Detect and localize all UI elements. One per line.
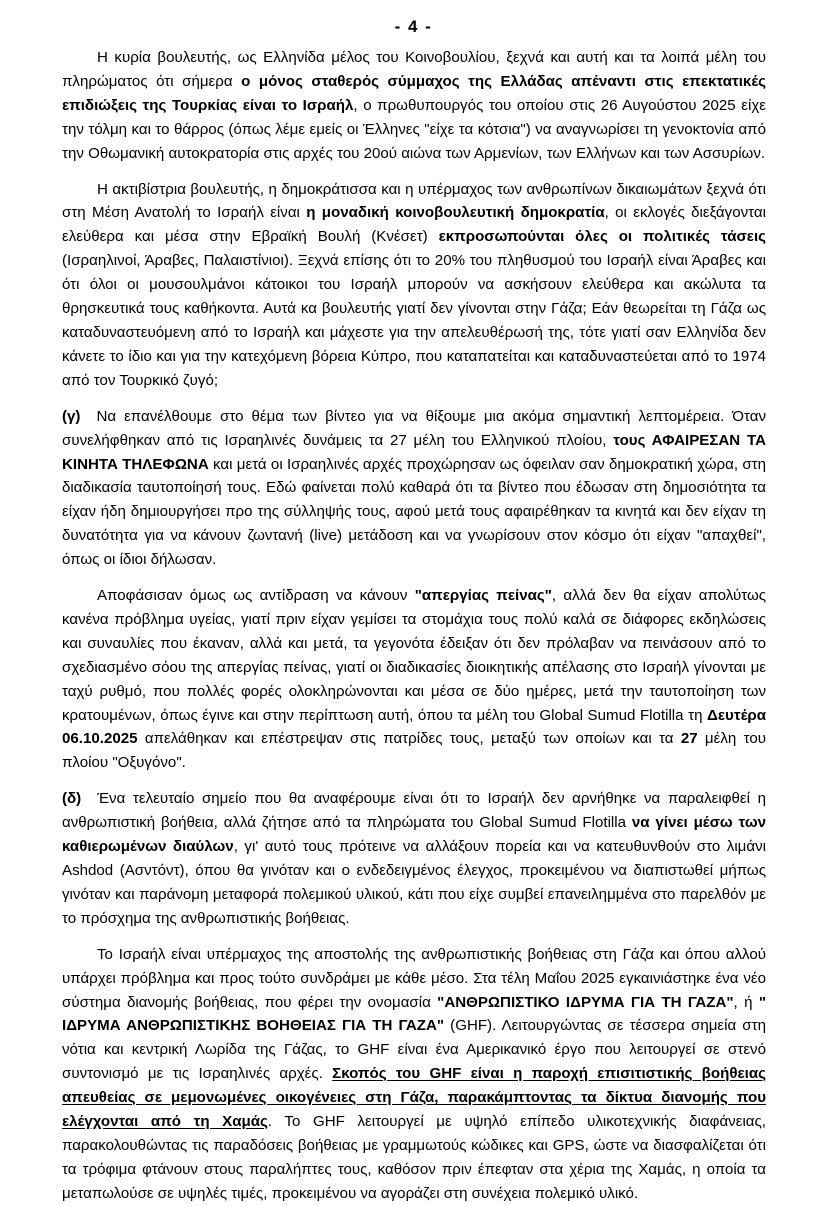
paragraph-marker: (δ) — [62, 790, 82, 808]
text-run: Αποφάσισαν όμως ως αντίδραση να κάνουν — [97, 587, 415, 605]
text-run: Το Ισραήλ είναι υπέρμαχος της αποστολής της ανθρωπιστικής βοήθειας στη Γάζα και όπου αλλού υπάρχει πρόβλημα και προς τούτο συνδράμει με κάθε μέσο. Στα τέλη Μαΐου 2025 εγκαινιάστηκε ένα νέο σύστημα διανομής βοήθειας, που φέρει την ονομασία — [62, 945, 766, 1011]
paragraph — [62, 584, 766, 775]
text-run: , γι' αυτό τους πρότεινε να αλλάξουν πορεία και να κατευθυνθούν στο λιμάνι Ashdod (Ασντόντ), όπου θα γινόταν και ο ενδεδειγμένος έλεγχος, προκειμένου να διαπιστωθεί μήπως γινόταν και παράνομη μεταφορά πολεμικού υλικού, κάτι που είχε συμβεί επανειλημμένα στο παρελθόν με το πρόσχημα της ανθρωπιστικής βοήθειας. — [62, 838, 766, 927]
text-run: , οι εκλογές διεξάγονται ελεύθερα και μέσα στην Εβραϊκή Βουλή (Κνέσετ) — [62, 204, 766, 246]
text-run: (Ισραηλινοί, Άραβες, Παλαιστίνιοι). Ξεχνά επίσης ότι το 20% του πληθυσμού του Ισραήλ είναι Άραβες και ότι όλοι οι μουσουλμάνοι κάτοικοι του Ισραήλ μπορούν να ασκήσουν ελεύθερα και ακώλυτα τα θρησκευτικά τους καθήκοντα. Αυτά κα βουλευτής γιατί δεν γίνονται στην Γάζα; Εάν θεωρείται τη Γάζα ως καταδυναστευόμενη από το Ισραήλ και μάχεστε για την απελευθέρωσή της, τότε γιατί σαν Ελληνίδα δεν κάνετε το ίδιο και για την κατεχόμενη βόρεια Κύπρο, που καταπατείται και καταδυναστεύεται από το 1974 από τον Τουρκικό ζυγό; — [62, 252, 766, 389]
emphasis-bold: τους ΑΦΑΙΡΕΣΑΝ ΤΑ ΚΙΝΗΤΑ ΤΗΛΕΦΩΝΑ — [62, 431, 766, 473]
emphasis-bold: να γίνει μέσω των καθιερωμένων διαύλων — [62, 814, 766, 856]
text-run: , ή — [733, 993, 759, 1011]
paragraph — [62, 46, 766, 166]
emphasis-bold: 27 — [680, 730, 698, 748]
emphasis-bold: η μοναδική κοινοβουλευτική δημοκρατία — [306, 204, 605, 222]
text-run: και μετά οι Ισραηλινές αρχές προχώρησαν ως όφειλαν σαν δημοκρατική χώρα, στη διαδικασία ταυτοποίησή τους. Εδώ φαίνεται πολύ καθαρά ότι τα βίντεο που έδωσαν στη δημοσιότητα τα είχαν ήδη δημιουργήσει προ της σύλληψής τους, αφού μετά τους αφαιρέθηκαν τα κινητά και δεν είχαν τη δυνατότητα για να κάνουν ζωντανή (live) μετάδοση και να γνωρίσουν στον κόσμο ότι είχαν "απαχθεί", όπως οι ίδιοι δήλωσαν. — [62, 455, 766, 569]
text-run: Η κυρία βουλευτής, ως Ελληνίδα μέλος του Κοινοβουλίου, ξεχνά και αυτή και τα λοιπά μέλη του πληρώματος ότι σήμερα — [62, 49, 766, 90]
emphasis-bold: Δευτέρα 06.10.2025 — [62, 706, 766, 748]
text-run: απελάθηκαν και επέστρεψαν στις πατρίδες τους, μεταξύ των οποίων και τα — [137, 730, 681, 748]
paragraph — [62, 405, 766, 572]
text-run: . Το GHF λειτουργεί με υψηλό επίπεδο υλικοτεχνικής διαφάνειας, παρακολουθώντας τις παραδόσεις βοήθειας με γραμμωτούς κώδικες και GPS, ώστε να διασφαλίζεται ότι τα τρόφιμα φτάνουν στους παραλήπτες τους, καθόσον πριν έπεφταν στα χέρια της Χαμάς, η οποία τα μεταπωλούσε σε υψηλές τιμές, προκειμένου να αγοράζει στη συνέχεια πολεμικό υλικό. — [62, 1113, 766, 1202]
text-run: (GHF). Λειτουργώντας σε τέσσερα σημεία στη νότια και κεντρική Λωρίδα της Γάζας, το GHF είναι ένα Αμερικανικό έργο που λειτουργεί σε στενό συντονισμό με τις Ισραηλινές αρχές. — [62, 1017, 766, 1083]
text-run: μέλη του πλοίου "Οξυγόνο". — [62, 730, 766, 772]
emphasis-bold: εκπροσωπούνται όλες οι πολιτικές τάσεις — [438, 228, 767, 246]
paragraph-marker: (γ) — [62, 407, 81, 425]
emphasis-bold-underline: Σκοπός του GHF είναι η παροχή επισιτιστικής βοήθειας απευθείας σε μεμονωμένες οικογένειες στη Γάζα, παρακάμπτοντας τα δίκτυα διανομής που ελέγχονται από τη Χαμάς — [62, 1065, 766, 1131]
text-run: Ένα τελευταίο σημείο που θα αναφέρουμε είναι ότι το Ισραήλ δεν αρνήθηκε να παραλειφθεί η ανθρωπιστική βοήθεια, αλλά ζήτησε από τα πληρώματα του Global Sumud Flotilla — [62, 790, 766, 832]
document-body — [62, 46, 766, 1206]
paragraph — [62, 178, 766, 393]
emphasis-bold: "απεργίας πείνας" — [414, 587, 552, 605]
emphasis-bold: " ΙΔΡΥΜΑ ΑΝΘΡΩΠΙΣΤΙΚΗΣ ΒΟΗΘΕΙΑΣ ΓΙΑ ΤΗ ΓΑΖΑ" — [62, 993, 766, 1035]
emphasis-bold: ο μόνος σταθερός σύμμαχος της Ελλάδας απέναντι στις επεκτατικές επιδιώξεις της Τουρκίας είναι το Ισραήλ — [62, 72, 767, 114]
emphasis-bold: "ΑΝΘΡΩΠΙΣΤΙΚΟ ΙΔΡΥΜΑ ΓΙΑ ΤΗ ΓΑΖΑ" — [437, 993, 734, 1011]
paragraph — [62, 787, 766, 930]
text-run: , ο πρωθυπουργός του οποίου στις 26 Αυγούστου 2025 είχε την τόλμη και το θάρρος (όπως λέμε εμείς οι Έλληνες "είχε τα κότσια") να αναγνωρίσει τη γενοκτονία από την Οθωμανική αυτοκρατορία στις αρχές του 20ού αιώνα των Αρμενίων, των Ελλήνων και των Ασσυρίων. — [62, 96, 766, 162]
text-run: , αλλά δεν θα είχαν απολύτως κανένα πρόβλημα υγείας, γιατί πριν είχαν γεμίσει τα στομάχια τους πολύ καλά σε διάφορες εκδηλώσεις και συναυλίες που έκαναν, αλλά και μετά, τα γεγονότα έδειξαν ότι δεν πρόλαβαν να πεινάσουν από το σχεδιασμένο σόου της απεργίας πείνας, γιατί οι διαδικασίες διοικητικής απέλασης στο Ισραήλ γίνονται με ταχύ ρυθμό, που πολλές φορές ολοκληρώνονται και μέσα σε δύο ημέρες, μετά την ταυτοποίηση των κρατουμένων, όπως έγινε και στην περίπτωση αυτή, όπου τα μέλη του Global Sumud Flotilla τη — [62, 587, 767, 724]
text-run: Η ακτιβίστρια βουλευτής, η δημοκράτισσα και η υπέρμαχος των ανθρωπίνων δικαιωμάτων ξεχνά ότι στη Μέση Ανατολή το Ισραήλ είναι — [62, 180, 766, 222]
text-run: Να επανέλθουμε στο θέμα των βίντεο για να θίξουμε μια ακόμα σημαντική λεπτομέρεια. Όταν συνελήφθηκαν από τις Ισραηλινές δυνάμεις τα 27 μέλη του Ελληνικού πλοίου, — [62, 407, 766, 449]
page-number-header: - 4 - — [394, 17, 433, 36]
paragraph — [62, 943, 766, 1206]
